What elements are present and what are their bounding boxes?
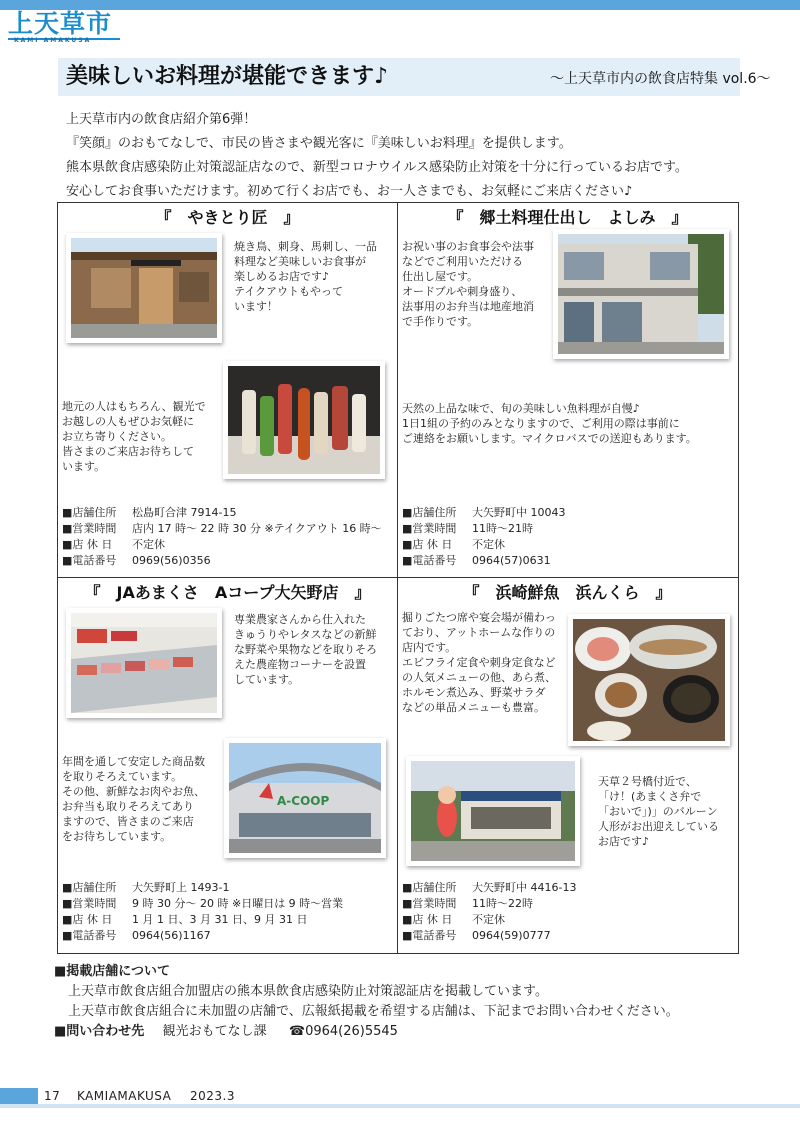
contact-line bbox=[54, 1022, 774, 1042]
intro-text bbox=[66, 108, 786, 204]
shop-hours: ■ 営業時間 11時～22時 bbox=[402, 896, 737, 912]
food-photo bbox=[223, 361, 385, 479]
shop-description: 専業農家さんから仕入れた きゅうりやレタスなどの新鮮 な野菜や果物などを取りそろ えた農産物コーナーを設置 しています。 bbox=[234, 613, 377, 686]
shop-address: ■ 店舗住所 大矢野町中 4416-13 bbox=[402, 880, 737, 896]
top-accent-bar bbox=[0, 0, 800, 10]
footer-notes bbox=[54, 962, 774, 1042]
shop-exterior-photo bbox=[224, 738, 386, 858]
yakitori-skewers-image bbox=[228, 366, 380, 474]
shop-address: ■ 店舗住所 大矢野町中 10043 bbox=[402, 505, 737, 521]
contact-phone: ☎0964(26)5545 bbox=[288, 1024, 398, 1039]
notice-line: 上天草市飲食店組合加盟店の熊本県飲食店感染防止対策認証店を掲載しています。 bbox=[68, 984, 548, 999]
page-number: 17 bbox=[44, 1089, 61, 1103]
shop-card-yoshimi bbox=[398, 203, 737, 577]
shop-info bbox=[402, 505, 737, 569]
fish-set-meal-image bbox=[573, 619, 725, 741]
magazine-name: KAMIAMAKUSA bbox=[76, 1089, 172, 1103]
shop-exterior-photo bbox=[66, 233, 222, 343]
shop-address: ■ 店舗住所 大矢野町上 1493-1 bbox=[62, 880, 397, 896]
shop-closed-days: ■ 店 休 日 不定休 bbox=[402, 537, 737, 553]
page-title-bar bbox=[58, 58, 771, 96]
notice-heading: ■掲載店舗について bbox=[54, 964, 171, 979]
page-number-bar bbox=[0, 1088, 38, 1104]
shop-description-2: 地元の人はもちろん、観光で お越しの人もぜひお気軽に お立ち寄りください。 皆さまのご来店お待ちして います。 bbox=[62, 400, 206, 473]
shop-info bbox=[62, 880, 397, 944]
logo-subtext: KAMI AMAKUSA bbox=[14, 37, 92, 44]
shop-info bbox=[62, 505, 397, 569]
produce-corner-image bbox=[71, 613, 217, 713]
notice-line: 上天草市飲食店組合に未加盟の店舗で、広報紙掲載を希望する店舗は、下記までお問い合わせください。 bbox=[68, 1004, 679, 1019]
contact-dept: 観光おもてなし課 bbox=[162, 1024, 267, 1039]
intro-line: 熊本県飲食店感染防止対策認証店なので、新型コロナウイルス感染防止対策を十分に行っているお店です。 bbox=[66, 160, 688, 175]
shop-with-balloon-image bbox=[411, 761, 575, 861]
shop-phone: ■ 電話番号 0964(59)0777 bbox=[402, 928, 737, 944]
building-image bbox=[558, 234, 724, 354]
shop-address: ■ 店舗住所 松島町合津 7914-15 bbox=[62, 505, 397, 521]
shop-description-2: 天然の上品な味で、旬の美味しい魚料理が自慢♪ 1日1組の予約のみとなりますので、ご利用の際は事前に ご連絡をお願いします。マイクロバスでの送迎もあります。 bbox=[402, 402, 697, 445]
shop-card-hamankura bbox=[398, 578, 737, 952]
logo-text: 上天草市 bbox=[8, 9, 113, 38]
storefront-image bbox=[71, 238, 217, 338]
shop-card-yakitori-takumi bbox=[58, 203, 397, 577]
intro-line: 上天草市内の飲食店紹介第6弾！ bbox=[66, 112, 257, 127]
shop-grid bbox=[57, 202, 739, 954]
shop-phone: ■ 電話番号 0969(56)0356 bbox=[62, 553, 397, 569]
page-subtitle: ～上天草市内の飲食店特集 vol.6～ bbox=[550, 71, 771, 87]
shop-description-2: 年間を通して安定した商品数 を取りそろえています。 その他、新鮮なお肉やお魚、 お弁当も取りそろえてあり ますので、皆さまのご来店 をお待ちしています。 bbox=[62, 755, 205, 843]
shop-interior-photo bbox=[66, 608, 222, 718]
shop-hours: ■ 営業時間 9 時 30 分～ 20 時 ※日曜日は 9 時～営業 bbox=[62, 896, 397, 912]
shop-closed-days: ■ 店 休 日 1 月 1 日、3 月 31 日、9 月 31 日 bbox=[62, 912, 397, 928]
shop-closed-days: ■ 店 休 日 不定休 bbox=[402, 912, 737, 928]
shop-info bbox=[402, 880, 737, 944]
shop-phone: ■ 電話番号 0964(57)0631 bbox=[402, 553, 737, 569]
shop-hours: ■ 営業時間 店内 17 時～ 22 時 30 分 ※テイクアウト 16 時～ bbox=[62, 521, 397, 537]
shop-description-2: 天草２号橋付近で、 「け！(あまくさ弁で 「おいで」)」のバルーン 人形がお出迎えしている お店です♪ bbox=[598, 775, 719, 848]
coop-sign-text: A-COOP bbox=[277, 794, 330, 808]
shop-closed-days: ■ 店 休 日 不定休 bbox=[62, 537, 397, 553]
shop-description: お祝い事のお食事会や法事 などでご利用いただける 仕出し屋です。 オードブルや刺身盛り、 法事用のお弁当は地産地消 で手作りです。 bbox=[402, 240, 534, 328]
page-bottom-bar bbox=[0, 1104, 800, 1108]
shop-description: 焼き鳥、刺身、馬刺し、一品 料理など美味しいお食事が 楽しめるお店です♪ テイクアウトもやって います！ bbox=[234, 240, 377, 313]
supermarket-building-image bbox=[229, 743, 381, 853]
shop-name: 『 郷土料理仕出し よしみ 』 bbox=[447, 208, 688, 227]
shop-card-a-coop bbox=[58, 578, 397, 952]
page-footer bbox=[44, 1088, 235, 1104]
shop-exterior-photo bbox=[406, 756, 580, 866]
shop-name: 『 やきとり匠 』 bbox=[155, 208, 300, 227]
intro-line: 『笑顔』のおもてなしで、市民の皆さまや観光客に『美味しいお料理』を提供します。 bbox=[66, 136, 572, 151]
shop-description: 掘りごたつ席や宴会場が備わっ ており、アットホームな作りの 店内です。 エビフライ定食や刺身定食など の人気メニューの他、あら煮、 ホルモン煮込み、野菜サラダ などの単品メニューも豊富。 bbox=[402, 611, 556, 714]
shop-name: 『 JAあまくさ Aコープ大矢野店 』 bbox=[84, 583, 371, 602]
shop-name: 『 浜崎鮮魚 浜んくら 』 bbox=[463, 583, 672, 602]
intro-line: 安心してお食事いただけます。初めて行くお店でも、お一人さまでも、お気軽にご来店ください♪ bbox=[66, 184, 633, 199]
shop-exterior-photo bbox=[553, 229, 729, 359]
logo bbox=[8, 9, 126, 46]
food-photo bbox=[568, 614, 730, 746]
shop-phone: ■ 電話番号 0964(56)1167 bbox=[62, 928, 397, 944]
issue-date: 2023.3 bbox=[190, 1089, 236, 1103]
page-title: 美味しいお料理が堪能できます♪ bbox=[66, 64, 389, 89]
shop-hours: ■ 営業時間 11時～21時 bbox=[402, 521, 737, 537]
contact-label: ■問い合わせ先 bbox=[54, 1024, 145, 1039]
